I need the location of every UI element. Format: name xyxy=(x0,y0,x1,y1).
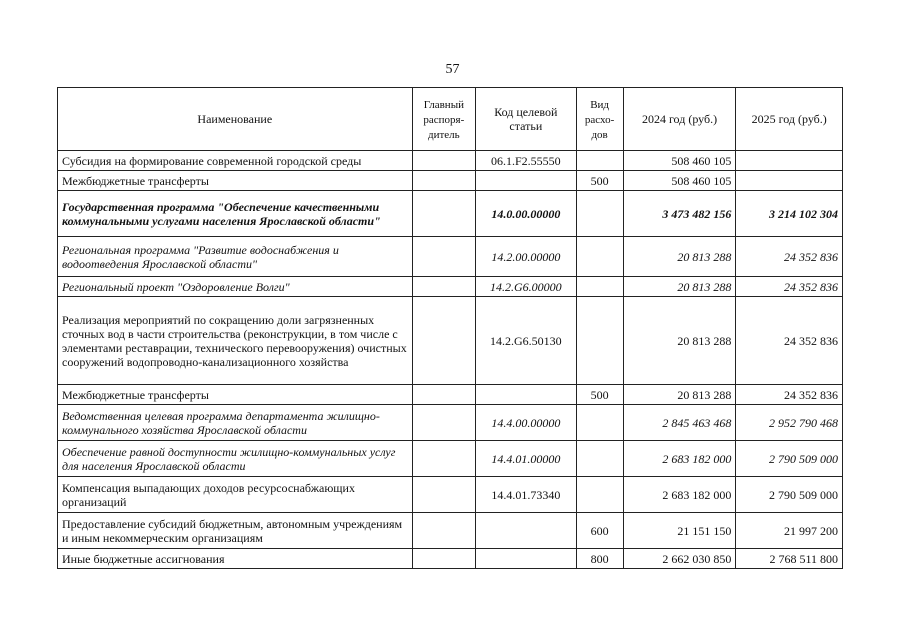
row-target-code-cell: 14.2.G6.00000 xyxy=(476,277,576,297)
row-target-code-cell xyxy=(476,171,576,191)
row-name-cell: Предоставление субсидий бюджетным, автономным учреждениям и иным некоммерческим организациям xyxy=(58,513,413,549)
row-name-cell: Ведомственная целевая программа департамента жилищно-коммунального хозяйства Ярославской области xyxy=(58,405,413,441)
row-main-manager-cell xyxy=(412,191,476,237)
row-year-2024-cell: 2 683 182 000 xyxy=(623,441,736,477)
row-year-2025-cell: 2 790 509 000 xyxy=(736,441,843,477)
row-year-2024-cell: 21 151 150 xyxy=(623,513,736,549)
row-target-code-cell: 14.0.00.00000 xyxy=(476,191,576,237)
row-main-manager-cell xyxy=(412,297,476,385)
row-year-2025-cell xyxy=(736,151,843,171)
table-row xyxy=(58,237,843,277)
row-target-code-cell xyxy=(476,385,576,405)
row-year-2024-cell: 20 813 288 xyxy=(623,297,736,385)
row-year-2024-cell: 508 460 105 xyxy=(623,171,736,191)
row-target-code-cell: 14.2.G6.50130 xyxy=(476,297,576,385)
row-name-cell: Компенсация выпадающих доходов ресурсоснабжающих организаций xyxy=(58,477,413,513)
row-year-2025-cell: 21 997 200 xyxy=(736,513,843,549)
budget-table xyxy=(57,87,843,569)
table-row xyxy=(58,297,843,385)
row-main-manager-cell xyxy=(412,477,476,513)
row-expense-type-cell: 500 xyxy=(576,171,623,191)
table-row xyxy=(58,171,843,191)
row-year-2025-cell: 2 768 511 800 xyxy=(736,549,843,569)
row-year-2025-cell: 24 352 836 xyxy=(736,237,843,277)
row-expense-type-cell xyxy=(576,297,623,385)
header-year-2024: 2024 год (руб.) xyxy=(623,88,736,151)
row-target-code-cell: 14.4.01.00000 xyxy=(476,441,576,477)
row-year-2024-cell: 20 813 288 xyxy=(623,237,736,277)
row-main-manager-cell xyxy=(412,277,476,297)
table-row xyxy=(58,191,843,237)
row-main-manager-cell xyxy=(412,405,476,441)
row-year-2025-cell: 2 790 509 000 xyxy=(736,477,843,513)
table-row xyxy=(58,385,843,405)
table-body xyxy=(58,151,843,569)
row-year-2024-cell: 3 473 482 156 xyxy=(623,191,736,237)
table-row xyxy=(58,441,843,477)
row-name-cell: Межбюджетные трансферты xyxy=(58,385,413,405)
table-row xyxy=(58,549,843,569)
header-name: Наименование xyxy=(58,88,413,151)
row-target-code-cell: 14.4.01.73340 xyxy=(476,477,576,513)
row-year-2025-cell: 24 352 836 xyxy=(736,385,843,405)
row-expense-type-cell xyxy=(576,477,623,513)
row-expense-type-cell: 600 xyxy=(576,513,623,549)
row-expense-type-cell xyxy=(576,191,623,237)
row-target-code-cell xyxy=(476,549,576,569)
table-row xyxy=(58,477,843,513)
header-main-manager xyxy=(412,88,476,151)
row-year-2025-cell: 2 952 790 468 xyxy=(736,405,843,441)
table-row xyxy=(58,151,843,171)
row-expense-type-cell xyxy=(576,237,623,277)
row-main-manager-cell xyxy=(412,237,476,277)
row-target-code-cell: 14.4.00.00000 xyxy=(476,405,576,441)
row-expense-type-cell: 500 xyxy=(576,385,623,405)
header-main-manager-label: Главный распоря-дитель xyxy=(423,98,465,141)
row-name-cell: Государственная программа "Обеспечение качественными коммунальными услугами населения Ярославской области" xyxy=(58,191,413,237)
row-name-cell: Межбюджетные трансферты xyxy=(58,171,413,191)
row-main-manager-cell xyxy=(412,513,476,549)
header-expense-type-label: Вид расхо-дов xyxy=(584,98,615,141)
row-expense-type-cell xyxy=(576,405,623,441)
row-name-cell: Субсидия на формирование современной городской среды xyxy=(58,151,413,171)
header-target-code: Код целевой статьи xyxy=(476,88,576,151)
row-year-2025-cell: 24 352 836 xyxy=(736,297,843,385)
row-year-2024-cell: 20 813 288 xyxy=(623,385,736,405)
row-year-2024-cell: 2 662 030 850 xyxy=(623,549,736,569)
header-year-2025: 2025 год (руб.) xyxy=(736,88,843,151)
row-expense-type-cell xyxy=(576,441,623,477)
row-name-cell: Иные бюджетные ассигнования xyxy=(58,549,413,569)
row-main-manager-cell xyxy=(412,151,476,171)
row-main-manager-cell xyxy=(412,171,476,191)
row-year-2024-cell: 2 683 182 000 xyxy=(623,477,736,513)
table-row xyxy=(58,277,843,297)
row-target-code-cell xyxy=(476,513,576,549)
row-year-2025-cell xyxy=(736,171,843,191)
row-year-2024-cell: 2 845 463 468 xyxy=(623,405,736,441)
row-year-2025-cell: 24 352 836 xyxy=(736,277,843,297)
table-row xyxy=(58,513,843,549)
row-name-cell: Региональный проект "Оздоровление Волги" xyxy=(58,277,413,297)
row-target-code-cell: 06.1.F2.55550 xyxy=(476,151,576,171)
row-name-cell: Реализация мероприятий по сокращению доли загрязненных сточных вод в части строительства (реконструкции, в том числе с элементами реставрации, технического перевооружения) очистных сооружений водопроводно-канализационного хозяйства xyxy=(58,297,413,385)
row-main-manager-cell xyxy=(412,549,476,569)
row-expense-type-cell: 800 xyxy=(576,549,623,569)
header-expense-type xyxy=(576,88,623,151)
row-target-code-cell: 14.2.00.00000 xyxy=(476,237,576,277)
row-year-2024-cell: 20 813 288 xyxy=(623,277,736,297)
row-year-2024-cell: 508 460 105 xyxy=(623,151,736,171)
row-main-manager-cell xyxy=(412,441,476,477)
row-expense-type-cell xyxy=(576,277,623,297)
table-header-row xyxy=(58,88,843,151)
row-expense-type-cell xyxy=(576,151,623,171)
table-row xyxy=(58,405,843,441)
row-name-cell: Обеспечение равной доступности жилищно-коммунальных услуг для населения Ярославской области xyxy=(58,441,413,477)
row-name-cell: Региональная программа "Развитие водоснабжения и водоотведения Ярославской области" xyxy=(58,237,413,277)
row-year-2025-cell: 3 214 102 304 xyxy=(736,191,843,237)
row-main-manager-cell xyxy=(412,385,476,405)
page-number: 57 xyxy=(445,62,460,77)
